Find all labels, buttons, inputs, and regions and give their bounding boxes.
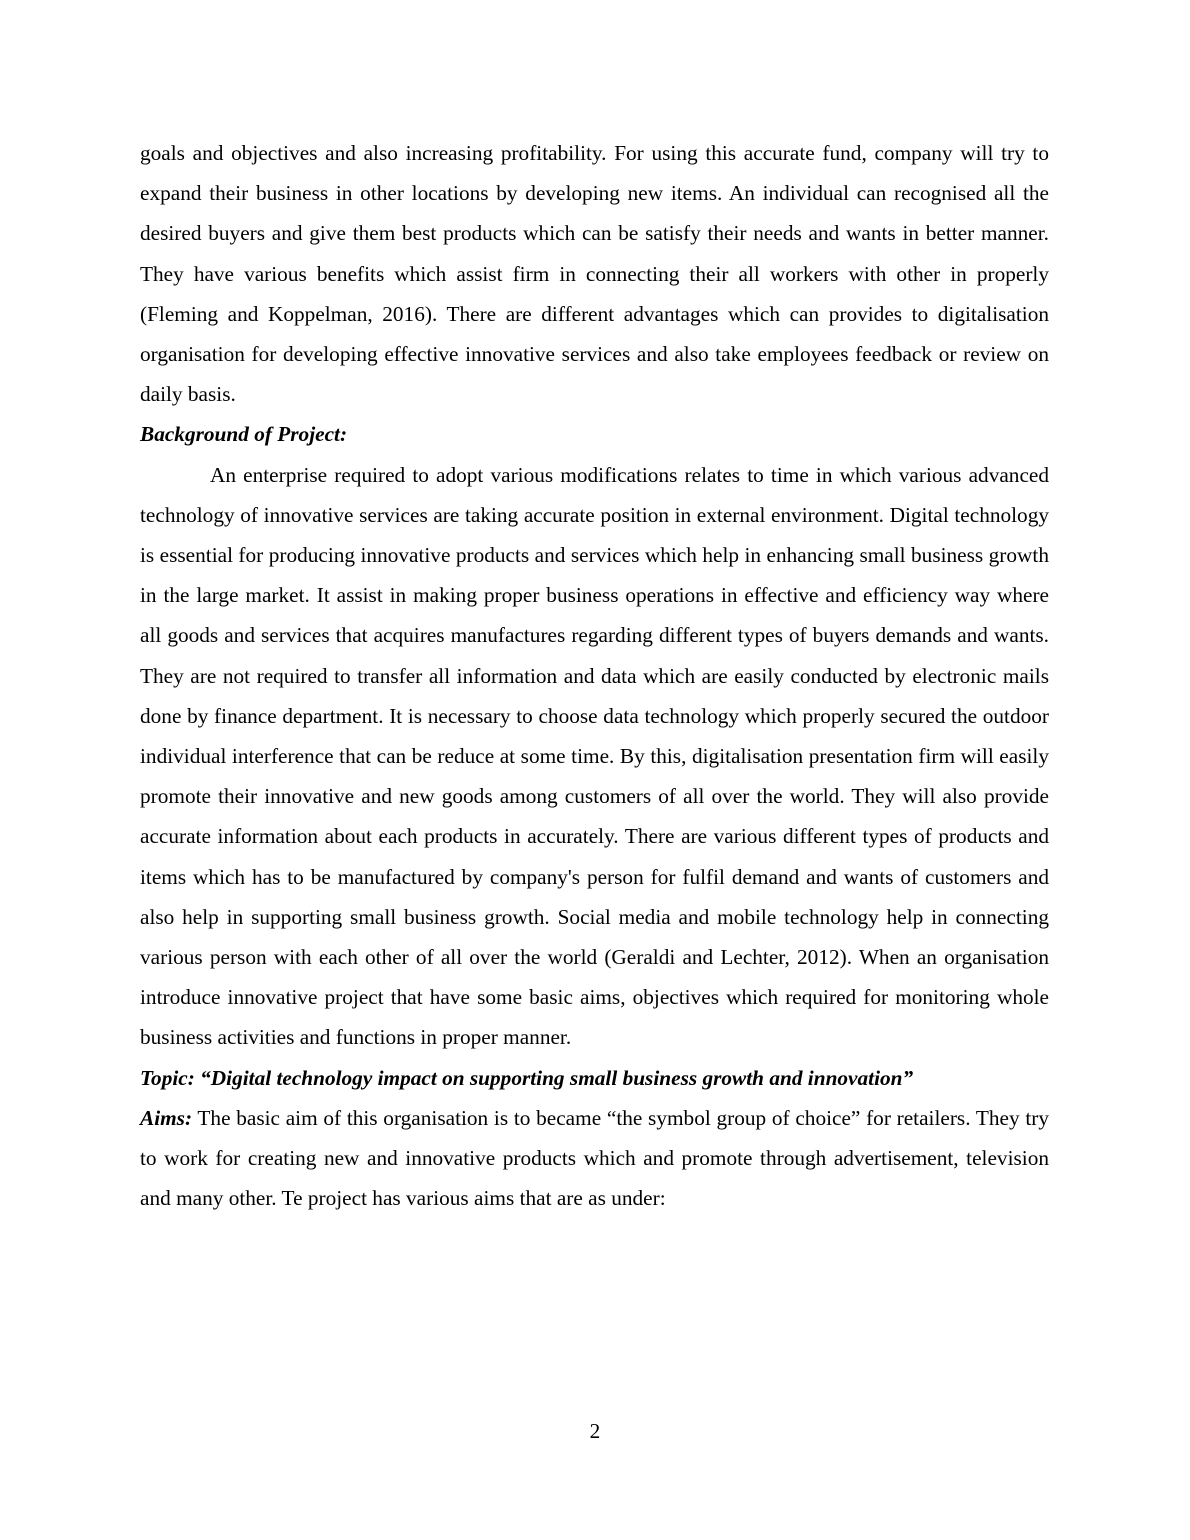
aims-text: The basic aim of this organisation is to became “the symbol group of choice” for retailers. They try to work for creating new and innovative products which and promote through advertisement, television and many other. Te project has various aims that are as under: <box>140 1105 1049 1211</box>
intro-paragraph: goals and objectives and also increasing profitability. For using this accurate fund, company will try to expand their business in other locations by developing new items. An individual can recognised all the desired buyers and give them best products which can be satisfy their needs and wants in better manner. They have various benefits which assist firm in connecting their all workers with other in properly (Fleming and Koppelman, 2016). There are different advantages which can provides to digitalisation organisation for developing effective innovative services and also take employees feedback or review on daily basis. <box>140 141 1049 407</box>
topic-heading: Topic: “Digital technology impact on supporting small business growth and innovation” <box>140 1065 914 1090</box>
background-heading: Background of Project: <box>140 422 348 447</box>
body-text <box>140 133 1049 1218</box>
background-paragraph: An enterprise required to adopt various modifications relates to time in which various advanced technology of innovative services are taking accurate position in external environment. Digital technology is essential for producing innovative products and services which help in enhancing small business growth in the large market. It assist in making proper business operations in effective and efficiency way where all goods and services that acquires manufactures regarding different types of buyers demands and wants. They are not required to transfer all information and data which are easily conducted by electronic mails done by finance department. It is necessary to choose data technology which properly secured the outdoor individual interference that can be reduce at some time. By this, digitalisation presentation firm will easily promote their innovative and new goods among customers of all over the world. They will also provide accurate information about each products in accurately. There are various different types of products and items which has to be manufactured by company's person for fulfil demand and wants of customers and also help in supporting small business growth. Social media and mobile technology help in connecting various person with each other of all over the world (Geraldi and Lechter, 2012). When an organisation introduce innovative project that have some basic aims, objectives which required for monitoring whole business activities and functions in proper manner. <box>140 462 1049 1050</box>
aims-paragraph <box>140 1098 1049 1219</box>
page-number: 2 <box>589 1419 601 1443</box>
aims-label: Aims: <box>140 1105 193 1130</box>
